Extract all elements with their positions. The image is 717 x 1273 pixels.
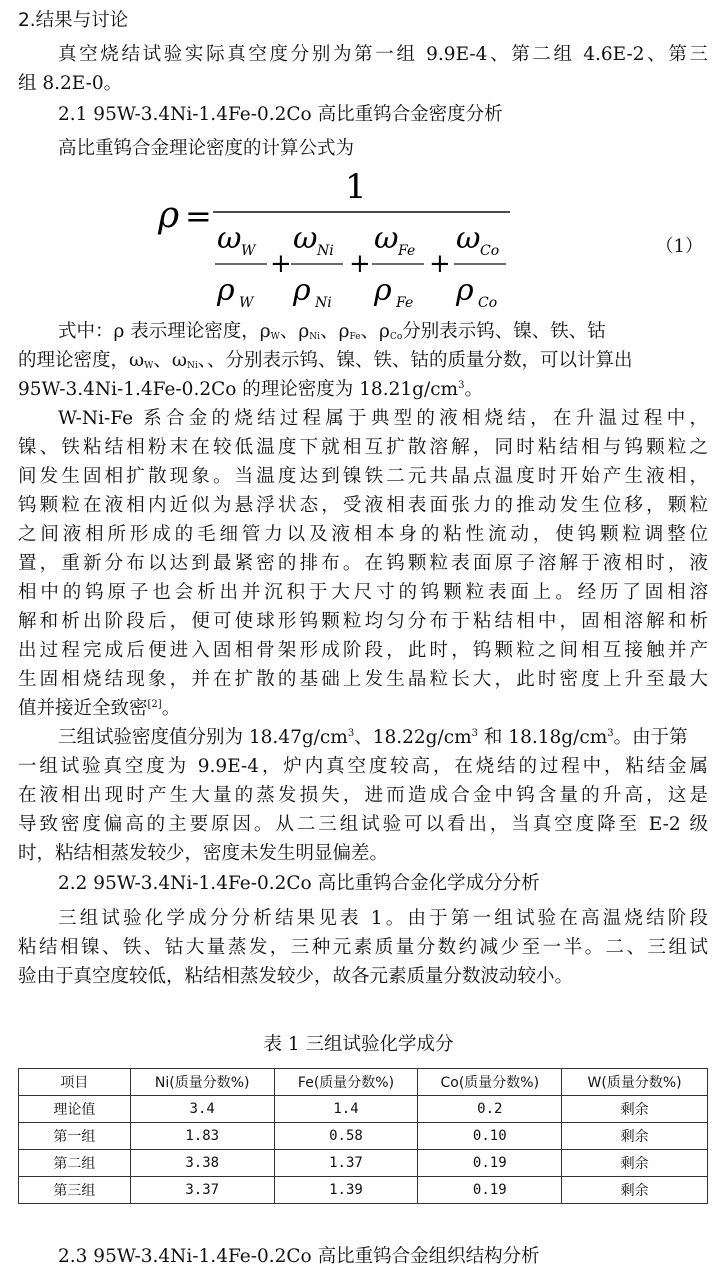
table-cell: 0.19	[418, 1177, 562, 1204]
paragraph-line: 镍、铁粘结相粉末在较低温度下就相互扩散溶解，同时粘结相与钨颗粒之	[18, 437, 708, 458]
table-cell: 理论值	[19, 1096, 131, 1123]
table-cell: 剩余	[562, 1096, 708, 1123]
table-cell: 3.37	[130, 1177, 274, 1204]
subsection-heading: 2.2 95W-3.4Ni-1.4Fe-0.2Co 高比重钨合金化学成分分析	[58, 873, 540, 894]
table-cell: 剩余	[562, 1150, 708, 1177]
table-cell: 0.10	[418, 1123, 562, 1150]
formula-term-numerator-sub: Co	[480, 243, 500, 259]
paragraph-line: 组 8.2E-0。	[18, 73, 123, 94]
table-cell: 1.83	[130, 1123, 274, 1150]
formula-term-numerator: ω	[217, 221, 242, 256]
column-header: Fe(质量分数%)	[274, 1069, 418, 1096]
paragraph-line: 高比重钨合金理论密度的计算公式为	[58, 138, 355, 159]
formula-plus-sign: +	[349, 249, 371, 279]
citation-ref[interactable]: [2]	[147, 699, 162, 710]
column-header: Ni(质量分数%)	[130, 1069, 274, 1096]
paragraph-line: 生固相烧结现象，并在扩散的基础上发生晶粒长大，此时密度上升至最大	[18, 669, 708, 690]
density-formula	[0, 160, 717, 310]
formula-term-numerator-sub: W	[241, 243, 256, 259]
paragraph-line: 钨颗粒在液相内近似为悬浮状态，受液相表面张力的推动发生位移，颗粒	[18, 495, 708, 516]
paragraph-line: 解和析出阶段后，便可使球形钨颗粒均匀分布于粘结相中，固相溶解和析	[18, 611, 708, 632]
table-cell: 剩余	[562, 1177, 708, 1204]
paragraph-line: 在液相出现时产生大量的蒸发损失，进而造成合金中钨含量的升高，这是	[18, 785, 708, 806]
composition-table	[18, 1068, 708, 1204]
paragraph-line: 之间液相所形成的毛细管力以及液相本身的粘性流动，使钨颗粒调整位	[18, 524, 708, 545]
table-caption: 表 1 三组试验化学成分	[263, 1034, 454, 1055]
table-header-row	[19, 1069, 708, 1096]
formula-term-denominator: ρ	[374, 273, 392, 308]
subsection-heading: 2.3 95W-3.4Ni-1.4Fe-0.2Co 高比重钨合金组织结构分析	[58, 1246, 540, 1267]
formula-term-denominator-sub: Co	[478, 295, 498, 310]
table-cell: 1.4	[274, 1096, 418, 1123]
formula-term-denominator-sub: Fe	[396, 295, 414, 310]
column-header: W(质量分数%)	[562, 1069, 708, 1096]
formula-term-denominator-sub: Ni	[315, 295, 332, 310]
formula-term-numerator-sub: Ni	[317, 243, 334, 259]
paragraph-line: 置，重新分布以达到最紧密的排布。在钨颗粒表面原子溶解于液相时，液	[18, 553, 708, 574]
paragraph-line: 的理论密度，$\omega_W$、$\omega_{Ni}$、、分别表示钨、镍、铁、钴的质量分数，可以计算出	[18, 350, 633, 371]
paragraph-line: 式中：ρ 表示理论密度，$\rho_W$、$\rho_{Ni}$、$\rho_{Fe}$、$\rho_{Co}$分别表示钨、镍、铁、钴	[58, 321, 606, 342]
formula-numerator: 1	[345, 167, 367, 207]
paragraph-line: 间发生固相扩散现象。当温度达到镍铁二元共晶点温度时开始产生液相，	[18, 466, 708, 487]
table-row	[19, 1123, 708, 1150]
paragraph-line: 出过程完成后便进入固相骨架形成阶段，此时，钨颗粒之间相互接触并产	[18, 640, 708, 661]
table-row	[19, 1096, 708, 1123]
paragraph-line: 三组试验化学成分分析结果见表 1。由于第一组试验在高温烧结阶段	[58, 908, 708, 929]
formula-denominator	[215, 221, 506, 310]
paragraph-line: 验由于真空度较低，粘结相蒸发较少，故各元素质量分数波动较小。	[18, 966, 574, 987]
paragraph-line: 导致密度偏高的主要原因。从二三组试验可以看出，当真空度降至 E-2 级	[18, 814, 708, 835]
table-cell: 1.37	[274, 1150, 418, 1177]
paragraph-line: 95W-3.4Ni-1.4Fe-0.2Co 的理论密度为 $18.21g/cm^3$。	[18, 379, 483, 400]
formula-plus-sign: +	[429, 249, 451, 279]
subsection-heading: 2.1 95W-3.4Ni-1.4Fe-0.2Co 高比重钨合金密度分析	[58, 104, 503, 125]
column-header: Co(质量分数%)	[418, 1069, 562, 1096]
table-cell: 3.4	[130, 1096, 274, 1123]
paragraph-line: 一组试验真空度为 9.9E-4，炉内真空度较高，在烧结的过程中，粘结金属	[18, 756, 708, 777]
paragraph-line: 相中的钨原子也会析出并沉积于大尺寸的钨颗粒表面上。经历了固相溶	[18, 582, 708, 603]
section-heading: 2.结果与讨论	[18, 10, 129, 31]
formula-term-denominator: ρ	[293, 273, 311, 308]
column-header: 项目	[19, 1069, 131, 1096]
formula-term-numerator: ω	[293, 221, 318, 256]
equation-number: （1）	[655, 236, 703, 257]
table-row	[19, 1177, 708, 1204]
table-cell: 第三组	[19, 1177, 131, 1204]
table-cell: 第二组	[19, 1150, 131, 1177]
table-cell: 3.38	[130, 1150, 274, 1177]
table-cell: 剩余	[562, 1123, 708, 1150]
formula-plus-sign: +	[270, 249, 292, 279]
paragraph-line: 值并接近全致密[2]。	[18, 698, 181, 719]
table-cell: 第一组	[19, 1123, 131, 1150]
paragraph-line: 粘结相镍、铁、钴大量蒸发，三种元素质量分数约减少至一半。二、三组试	[18, 937, 708, 958]
paragraph-line: 真空烧结试验实际真空度分别为第一组 9.9E-4、第二组 4.6E-2、第三	[58, 44, 708, 65]
formula-svg	[0, 160, 717, 310]
table-cell: 0.19	[418, 1150, 562, 1177]
formula-term-numerator: ω	[456, 221, 481, 256]
formula-term-numerator-sub: Fe	[398, 243, 416, 259]
formula-term-numerator: ω	[374, 221, 399, 256]
table-cell: 0.2	[418, 1096, 562, 1123]
table-row	[19, 1150, 708, 1177]
paragraph-line: 时，粘结相蒸发较少，密度未发生明显偏差。	[18, 843, 389, 864]
formula-term-denominator: ρ	[217, 273, 235, 308]
formula-lhs: ρ	[158, 195, 180, 236]
formula-term-denominator-sub: W	[239, 295, 254, 310]
paragraph-line: 三组试验密度值分别为 $18.47g/cm^3$、$18.22g/cm^3$ 和 $18.18g/cm^3$。由于第	[58, 727, 688, 748]
formula-term-denominator: ρ	[456, 273, 474, 308]
table-cell: 0.58	[274, 1123, 418, 1150]
table-cell: 1.39	[274, 1177, 418, 1204]
paragraph-line: W-Ni-Fe 系合金的烧结过程属于典型的液相烧结，在升温过程中，	[58, 408, 708, 429]
formula-equals: =	[185, 197, 212, 235]
